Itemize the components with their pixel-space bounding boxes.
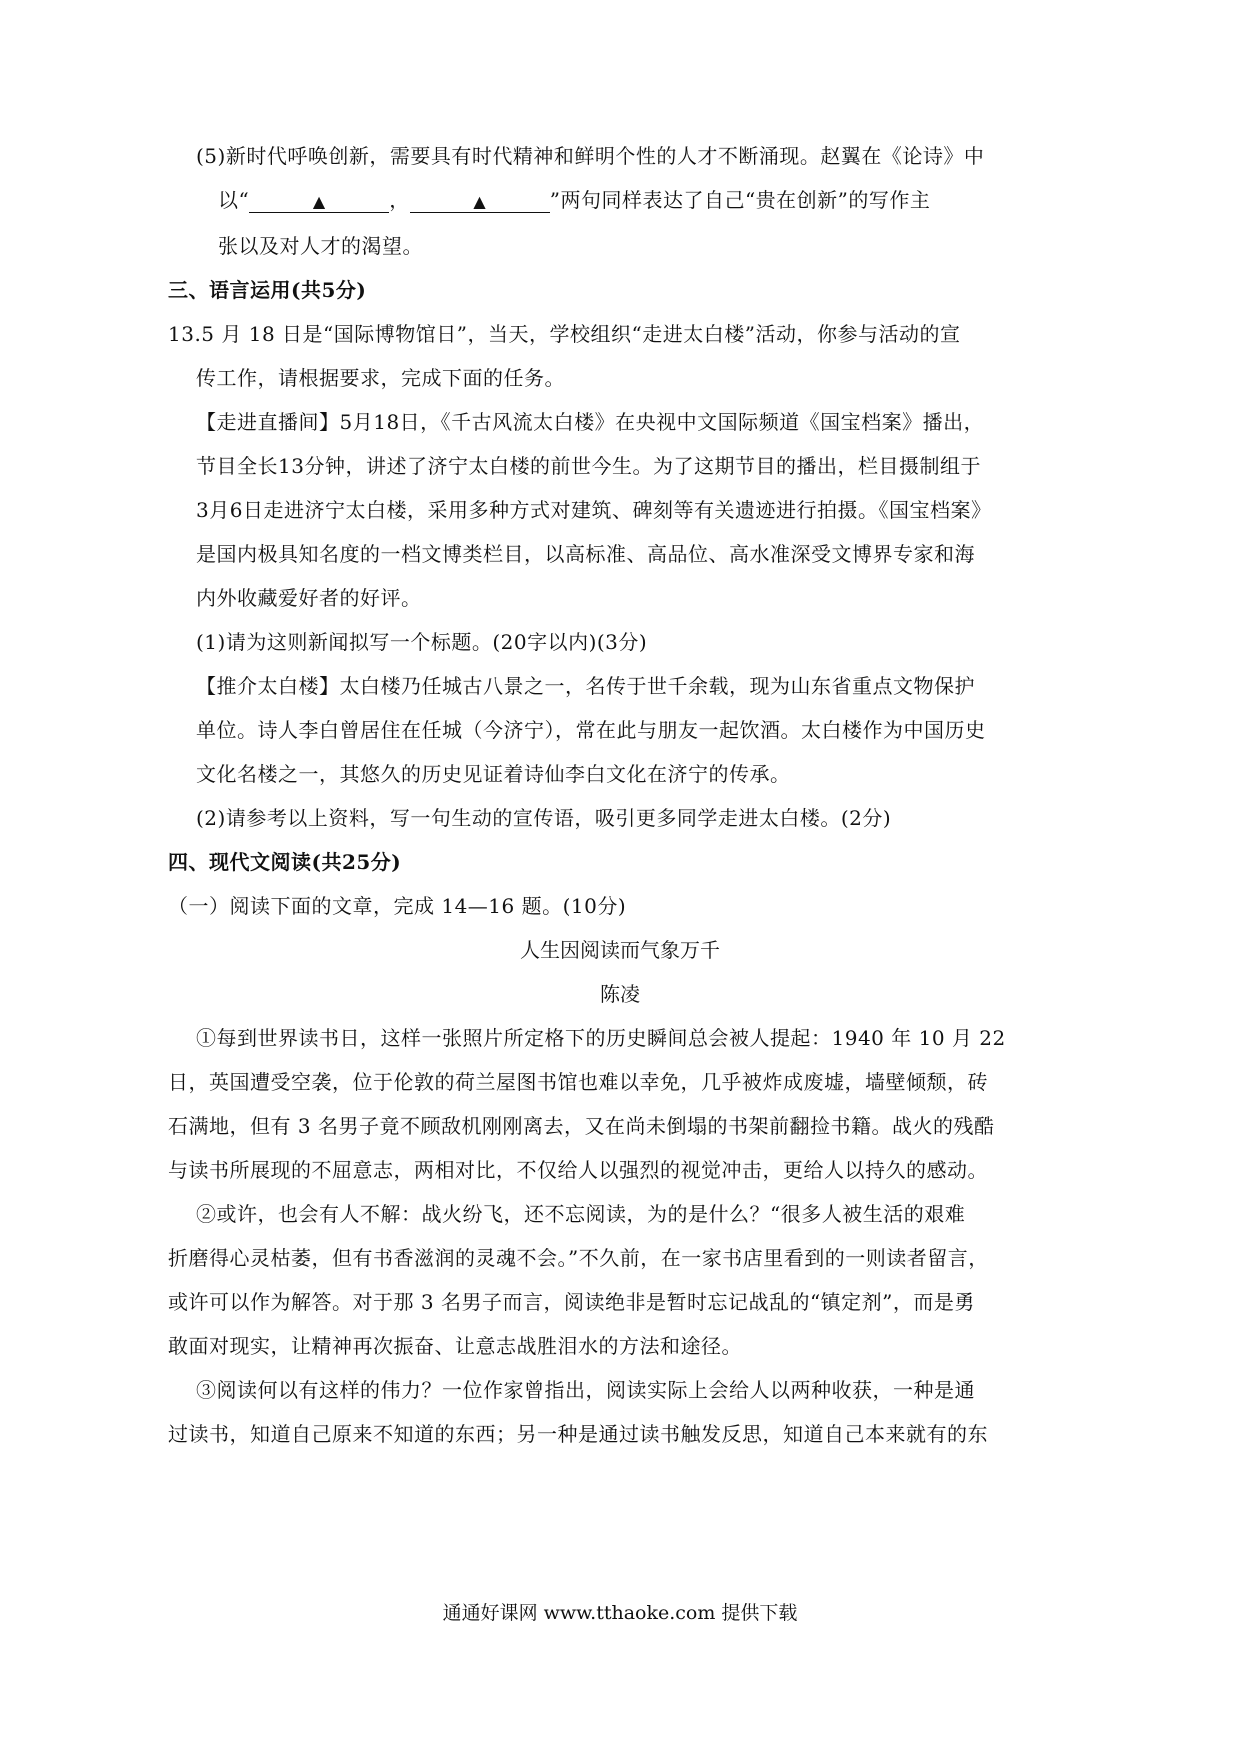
q13-sub1: (1)请为这则新闻拟写一个标题。(20字以内)(3分)	[196, 630, 648, 654]
promo-line: 单位。诗人李白曾居住在任城（今济宁），常在此与朋友一起饮酒。太白楼作为中国历史	[196, 718, 986, 742]
article-line: 石满地，但有 3 名男子竟不顾敌机刚刚离去，又在尚未倒塌的书架前翻捡书籍。战火的残酷	[168, 1114, 995, 1138]
article-line: 与读书所展现的不屈意志，两相对比，不仅给人以强烈的视觉冲击，更给人以持久的感动。	[168, 1158, 988, 1182]
footer-source: 通通好课网 www.tthaoke.com 提供下载	[442, 1602, 798, 1624]
news-line: 是国内极具知名度的一档文博类栏目，以高标准、高品位、高水准深受文博界专家和海	[196, 542, 975, 566]
q13-line1: 13.5 月 18 日是“国际博物馆日”，当天，学校组织“走进太白楼”活动，你参与活动的宣	[168, 322, 961, 346]
section3-title: 三、语言运用(共5分)	[168, 278, 367, 302]
article-line: 日，英国遭受空袭，位于伦敦的荷兰屋图书馆也难以幸免，几乎被炸成废墟，墙壁倾颓，砖	[168, 1070, 988, 1094]
section4-title: 四、现代文阅读(共25分)	[168, 850, 402, 874]
news-line: 内外收藏爱好者的好评。	[196, 586, 422, 610]
q13-line2: 传工作，请根据要求，完成下面的任务。	[196, 366, 565, 390]
q12-5-suffix: ”两句同样表达了自己“贵在创新”的写作主	[549, 188, 931, 212]
q13-sub2: (2)请参考以上资料，写一句生动的宣传语，吸引更多同学走进太白楼。(2分)	[196, 806, 892, 830]
triangle-marker-icon: ▲	[312, 192, 326, 211]
article-line: ②或许，也会有人不解：战火纷飞，还不忘阅读，为的是什么？“很多人被生活的艰难	[196, 1202, 966, 1226]
article-line: 或许可以作为解答。对于那 3 名男子而言，阅读绝非是暂时忘记战乱的“镇定剂”，而是勇	[168, 1290, 975, 1314]
article-line: ①每到世界读书日，这样一张照片所定格下的历史瞬间总会被人提起：1940 年 10 月 22	[196, 1026, 1006, 1050]
q12-5-line2	[218, 186, 930, 214]
article-line: 折磨得心灵枯萎，但有书香滋润的灵魂不会。”不久前，在一家书店里看到的一则读者留言，	[168, 1246, 989, 1270]
q12-5-comma: ，	[389, 188, 410, 212]
news-line: 节目全长13分钟，讲述了济宁太白楼的前世今生。为了这期节目的播出，栏目摄制组于	[196, 454, 981, 478]
answer-blank-1[interactable]	[249, 188, 389, 213]
answer-blank-2[interactable]	[410, 188, 550, 213]
article-line: ③阅读何以有这样的伟力？一位作家曾指出，阅读实际上会给人以两种收获，一种是通	[196, 1378, 975, 1402]
news-line: 【走进直播间】5月18日，《千古风流太白楼》在央视中文国际频道《国宝档案》播出，	[196, 410, 985, 434]
section4-part1: （一）阅读下面的文章，完成 14—16 题。(10分)	[168, 894, 627, 918]
article-line: 敢面对现实，让精神再次振奋、让意志战胜泪水的方法和途径。	[168, 1334, 742, 1358]
q12-5-line3: 张以及对人才的渴望。	[218, 234, 423, 258]
news-line: 3月6日走进济宁太白楼，采用多种方式对建筑、碑刻等有关遗迹进行拍摄。《国宝档案》	[196, 498, 992, 522]
q12-5-line1: (5)新时代呼唤创新，需要具有时代精神和鲜明个性的人才不断涌现。赵翼在《论诗》中	[196, 144, 985, 168]
promo-line: 文化名楼之一，其悠久的历史见证着诗仙李白文化在济宁的传承。	[196, 762, 791, 786]
promo-line: 【推介太白楼】太白楼乃任城古八景之一，名传于世千余载，现为山东省重点文物保护	[196, 674, 975, 698]
article-title: 人生因阅读而气象万千	[520, 938, 720, 962]
triangle-marker-icon: ▲	[473, 192, 487, 211]
article-line: 过读书，知道自己原来不知道的东西；另一种是通过读书触发反思，知道自己本来就有的东	[168, 1422, 988, 1446]
article-author: 陈凌	[600, 982, 640, 1006]
q12-5-prefix: 以“	[218, 188, 250, 212]
